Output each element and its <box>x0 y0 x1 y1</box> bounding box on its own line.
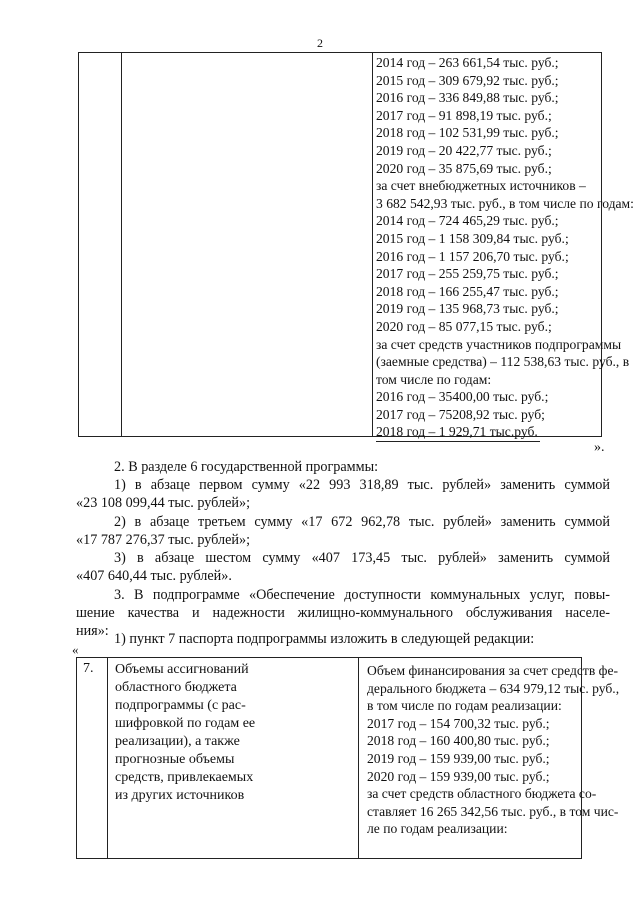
label-line: шифровкой по годам ее <box>115 716 256 731</box>
value-line: в том числе по годам реализации: <box>367 698 562 714</box>
funding-line: 2017 год – 255 259,75 тыс. руб.; <box>376 266 559 282</box>
table-cell-label <box>107 658 359 858</box>
label-line: областного бюджета <box>115 680 237 695</box>
item-3-line-2: шение качества и надежности жилищно-коммунального обслуживания населе- <box>76 605 610 621</box>
funding-line: 2019 год – 135 968,73 тыс. руб.; <box>376 301 559 317</box>
funding-line: 2017 год – 91 898,19 тыс. руб.; <box>376 107 552 123</box>
page-number: 2 <box>317 36 323 50</box>
funding-line: 3 682 542,93 тыс. руб., в том числе по годам: <box>376 195 634 211</box>
item-3-subitem-1: 1) пункт 7 паспорта подпрограммы изложить в следующей редакции: <box>114 631 535 647</box>
funding-line: 2019 год – 20 422,77 тыс. руб.; <box>376 142 552 158</box>
funding-line: 2014 год – 724 465,29 тыс. руб.; <box>376 213 559 229</box>
funding-line: 2017 год – 75208,92 тыс. руб; <box>376 406 545 422</box>
label-line: Объемы ассигнований <box>115 662 249 677</box>
passport-table <box>76 657 620 859</box>
funding-table-continuation <box>78 52 634 440</box>
label-line: средств, привлекаемых <box>115 770 254 785</box>
value-line: за счет средств областного бюджета со- <box>367 786 597 802</box>
value-line: 2019 год – 159 939,00 тыс. руб.; <box>367 750 550 766</box>
funding-line: 2018 год – 102 531,99 тыс. руб.; <box>376 125 559 141</box>
funding-line: за счет средств участников подпрограммы <box>376 336 622 352</box>
value-line: 2018 год – 160 400,80 тыс. руб.; <box>367 733 550 749</box>
item-2-heading: 2. В разделе 6 государственной программы: <box>114 459 379 475</box>
value-line: 2017 год – 154 700,32 тыс. руб.; <box>367 715 550 731</box>
funding-line: том числе по годам: <box>376 371 492 387</box>
subitem-1-line-1: 1) в абзаце первом сумму «22 993 318,89 тыс. рублей» заменить суммой <box>114 477 610 493</box>
value-line: 2020 год – 159 939,00 тыс. руб.; <box>367 768 550 784</box>
table-cell-values <box>376 54 634 442</box>
funding-line: 2018 год – 1 929,71 тыс.руб. <box>376 423 540 442</box>
value-line: дерального бюджета – 634 979,12 тыс. руб., <box>367 680 620 696</box>
funding-line: (заемные средства) – 112 538,63 тыс. руб., в <box>376 354 630 370</box>
subitem-2-line-1: 2) в абзаце третьем сумму «17 672 962,78 тыс. рублей» заменить суммой <box>114 514 610 530</box>
closing-quote: ». <box>594 440 605 455</box>
funding-line: 2016 год – 1 157 206,70 тыс. руб.; <box>376 248 569 264</box>
table-cell-label <box>121 52 373 436</box>
funding-line: 2016 год – 336 849,88 тыс. руб.; <box>376 90 559 106</box>
label-line: подпрограммы (с рас- <box>115 698 246 713</box>
funding-line: 2014 год – 263 661,54 тыс. руб.; <box>376 55 559 70</box>
funding-line: 2016 год – 35400,00 тыс. руб.; <box>376 389 549 405</box>
opening-quote: « <box>72 642 79 657</box>
item-3-line-3: ния»: <box>76 623 109 639</box>
funding-line: 2018 год – 166 255,47 тыс. руб.; <box>376 283 559 299</box>
row-label <box>115 661 255 805</box>
table-cell-number <box>79 52 122 436</box>
label-line: реализации), а также <box>115 734 240 749</box>
row-number: 7. <box>83 661 94 676</box>
value-line: ставляет 16 265 342,56 тыс. руб., в том чис- <box>367 803 619 819</box>
funding-line: 2020 год – 35 875,69 тыс. руб.; <box>376 160 552 176</box>
table-cell-number <box>77 658 108 858</box>
value-line: Объем финансирования за счет средств фе- <box>367 663 619 678</box>
subitem-1-line-2: «23 108 099,44 тыс. рублей»; <box>76 495 251 511</box>
item-3-line-1: 3. В подпрограмме «Обеспечение доступности коммунальных услуг, повы- <box>114 587 610 603</box>
subitem-3-line-2: «407 640,44 тыс. рублей». <box>76 568 232 584</box>
label-line: прогнозные объемы <box>115 752 235 767</box>
subitem-3-line-1: 3) в абзаце шестом сумму «407 173,45 тыс. рублей» заменить суммой <box>114 550 610 566</box>
funding-line: 2020 год – 85 077,15 тыс. руб.; <box>376 318 552 334</box>
label-line: из других источников <box>115 788 245 803</box>
funding-line: 2015 год – 309 679,92 тыс. руб.; <box>376 72 559 88</box>
value-line: ле по годам реализации: <box>367 821 508 837</box>
funding-line: за счет внебюджетных источников – <box>376 178 586 194</box>
table-cell-values <box>367 662 620 838</box>
funding-line: 2015 год – 1 158 309,84 тыс. руб.; <box>376 230 569 246</box>
subitem-2-line-2: «17 787 276,37 тыс. рублей»; <box>76 532 251 548</box>
